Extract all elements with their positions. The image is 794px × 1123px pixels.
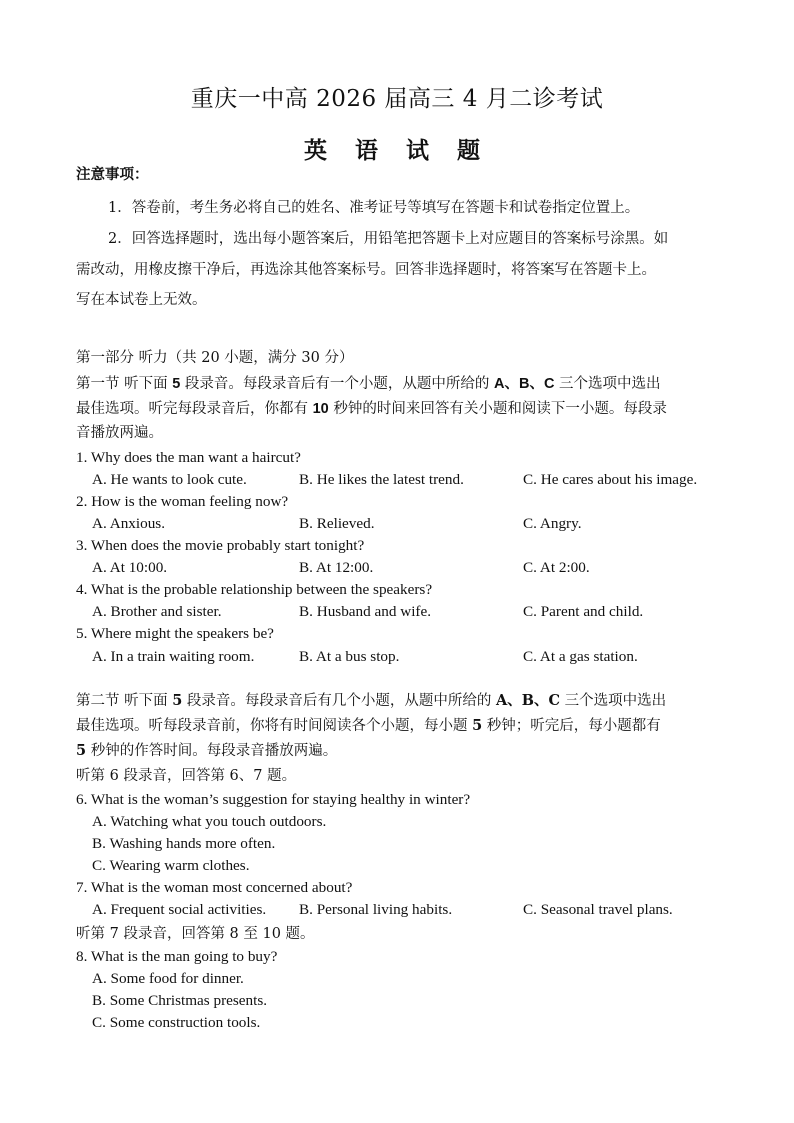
exam-title: 重庆一中高 2026 届高三 4 月二诊考试 <box>190 86 604 112</box>
section1-line-1: 第一节 听下面 5 段录音。每段录音后有一个小题，从题中所给的 A、B、C 三个选项中选出 <box>76 376 661 392</box>
notice-heading: 注意事项： <box>76 166 149 183</box>
section1-line-3: 音播放两遍。 <box>76 425 163 441</box>
section1-line-2: 最佳选项。听完每段录音后，你都有 10 秒钟的时间来回答有关小题和阅读下一小题。每段录 <box>76 401 667 417</box>
question-3-option-b: B. At 12:00. <box>299 559 374 576</box>
question-6-option-c: C. Wearing warm clothes. <box>92 857 250 874</box>
question-4-option-c: C. Parent and child. <box>523 603 644 620</box>
question-2-option-c: C. Angry. <box>523 515 582 532</box>
notice-item-2-line-2: 需改动，用橡皮擦干净后，再选涂其他答案标号。回答非选择题时，将答案写在答题卡上。 <box>76 262 656 278</box>
part1-heading: 第一部分 听力（共 20 小题，满分 30 分） <box>76 350 354 366</box>
question-8-option-a: A. Some food for dinner. <box>92 970 244 987</box>
question-3-option-c: C. At 2:00. <box>523 559 590 576</box>
question-3-option-a: A. At 10:00. <box>92 559 168 576</box>
section2-line-2: 最佳选项。听每段录音前，你将有时间阅读各个小题，每小题 5 秒钟；听完后，每小题都有 <box>76 717 661 734</box>
question-4-option-b: B. Husband and wife. <box>299 603 432 620</box>
question-2-stem: 2. How is the woman feeling now? <box>76 493 289 510</box>
section2-line-1: 第二节 听下面 5 段录音。每段录音后有几个小题，从题中所给的 A、B、C 三个选项中选出 <box>76 692 667 709</box>
question-7-stem: 7. What is the woman most concerned about? <box>76 879 353 896</box>
question-2-option-a: A. Anxious. <box>92 515 165 532</box>
question-1-option-a: A. He wants to look cute. <box>92 471 247 488</box>
listen-7-instruction: 听第 7 段录音，回答第 8 至 10 题。 <box>76 926 315 942</box>
question-4-stem: 4. What is the probable relationship between the speakers? <box>76 581 433 598</box>
question-3-stem: 3. When does the movie probably start tonight? <box>76 537 365 554</box>
question-5-option-b: B. At a bus stop. <box>299 648 400 665</box>
listen-6-instruction: 听第 6 段录音，回答第 6、7 题。 <box>76 768 297 784</box>
section2-line-3: 5 秒钟的作答时间。每段录音播放两遍。 <box>76 742 338 759</box>
question-5-option-c: C. At a gas station. <box>523 648 638 665</box>
notice-item-1: 1．答卷前，考生务必将自己的姓名、准考证号等填写在答题卡和试卷指定位置上。 <box>108 200 640 216</box>
question-6-option-b: B. Washing hands more often. <box>92 835 276 852</box>
question-8-stem: 8. What is the man going to buy? <box>76 948 278 965</box>
question-1-option-c: C. He cares about his image. <box>523 471 698 488</box>
subject-title: 英 语 试 题 <box>303 137 491 164</box>
question-8-option-c: C. Some construction tools. <box>92 1014 261 1031</box>
question-7-option-a: A. Frequent social activities. <box>92 901 267 918</box>
notice-item-2-line-3: 写在本试卷上无效。 <box>76 292 207 308</box>
question-8-option-b: B. Some Christmas presents. <box>92 992 268 1009</box>
question-4-option-a: A. Brother and sister. <box>92 603 222 620</box>
question-5-option-a: A. In a train waiting room. <box>92 648 255 665</box>
question-7-option-c: C. Seasonal travel plans. <box>523 901 673 918</box>
question-2-option-b: B. Relieved. <box>299 515 375 532</box>
question-7-option-b: B. Personal living habits. <box>299 901 453 918</box>
question-6-stem: 6. What is the woman’s suggestion for staying healthy in winter? <box>76 791 471 808</box>
question-5-stem: 5. Where might the speakers be? <box>76 625 274 642</box>
question-1-stem: 1. Why does the man want a haircut? <box>76 449 301 466</box>
notice-item-2-line-1: 2．回答选择题时，选出每小题答案后，用铅笔把答题卡上对应题目的答案标号涂黑。如 <box>108 231 669 247</box>
question-1-option-b: B. He likes the latest trend. <box>299 471 464 488</box>
question-6-option-a: A. Watching what you touch outdoors. <box>92 813 327 830</box>
